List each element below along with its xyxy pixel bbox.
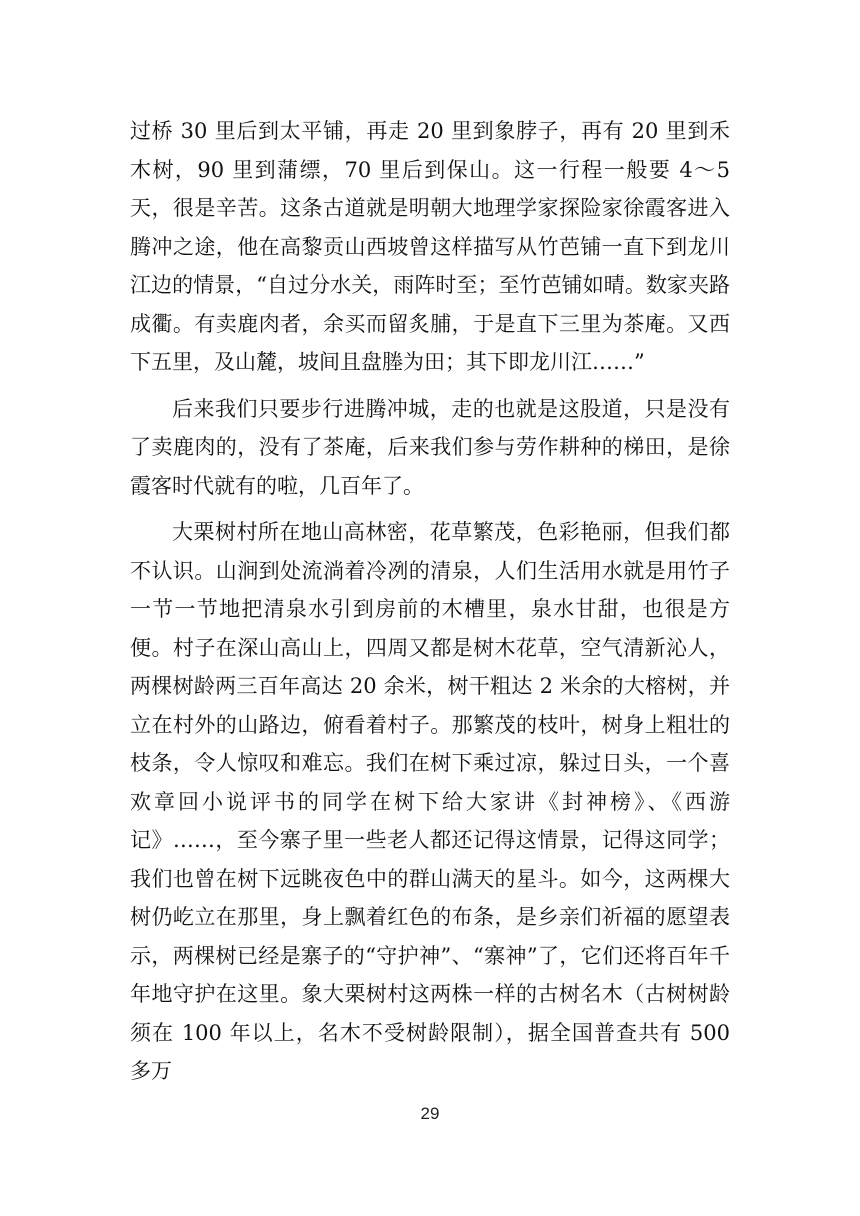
- page-number: 29: [420, 1104, 440, 1123]
- paragraph-2: 后来我们只要步行进腾冲城，走的也就是这股道，只是没有了卖鹿肉的，没有了茶庵，后来我们参与劳作耕种的梯田，是徐霞客时代就有的啦，几百年了。: [130, 396, 730, 498]
- body-text: [130, 112, 730, 1099]
- paragraph-3: 大栗树村所在地山高林密，花草繁茂，色彩艳丽，但我们都不认识。山涧到处流淌着冷冽的清泉，人们生活用水就是用竹子一节一节地把清泉水引到房前的木槽里，泉水甘甜，也很是方便。村子在深山高山上，四周又都是树木花草，空气清新沁人，两棵树龄两三百年高达 20 余米，树干粗达 2 米余的大榕树，并立在村外的山路边，俯看着村子。那繁茂的枝叶，树身上粗壮的枝条，令人惊叹和难忘。我们在树下乘过凉，躲过日头，一个喜欢章回小说评书的同学在树下给大家讲《封神榜》、《西游记》……，至今寨子里一些老人都还记得这情景，记得这同学；我们也曾在树下远眺夜色中的群山满天的星斗。如今，这两棵大树仍屹立在那里，身上飘着红色的布条，是乡亲们祈福的愿望表示，两棵树已经是寨子的“守护神”、“寨神”了，它们还将百年千年地守护在这里。象大栗树村这两株一样的古树名木（古树树龄须在 100 年以上，名木不受树龄限制），据全国普查共有 500 多万: [130, 520, 730, 1083]
- paragraph-1: 过桥 30 里后到太平铺，再走 20 里到象脖子，再有 20 里到禾木树，90 里到蒲缥，70 里后到保山。这一行程一般要 4～5 天，很是辛苦。这条古道就是明朝大地理学家探险家徐霞客进入腾冲之途，他在高黎贡山西坡曾这样描写从竹芭铺一直下到龙川江边的情景，“自过分水关，雨阵时至；至竹芭铺如晴。数家夹路成衢。有卖鹿肉者，余买而留炙脯，于是直下三里为茶庵。又西下五里，及山麓，坡间且盘塍为田；其下即龙川江……”: [130, 119, 730, 374]
